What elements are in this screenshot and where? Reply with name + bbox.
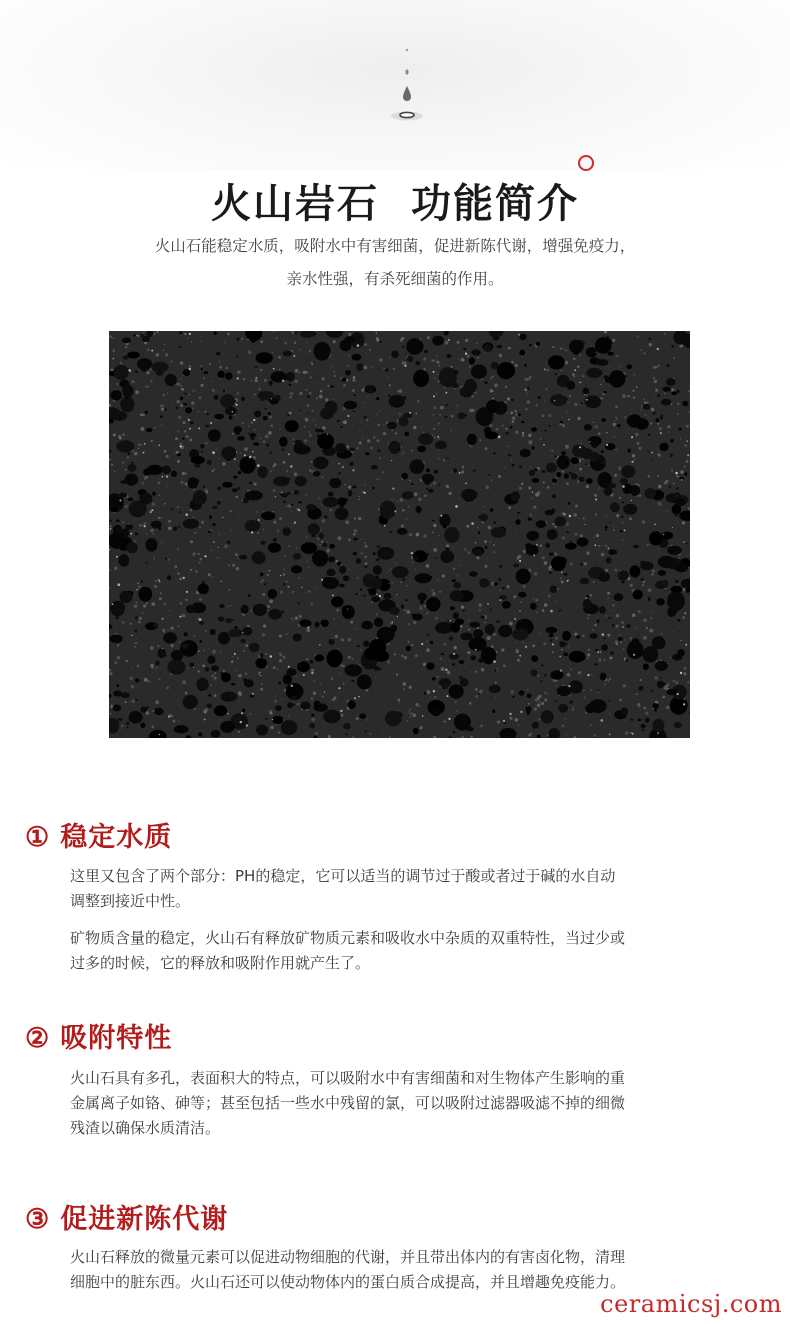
text-line: 火山石释放的微量元素可以促进动物细胞的代谢，并且带出体内的有害卤化物，清理 xyxy=(70,1248,626,1266)
section-1-paragraph-1 xyxy=(70,864,740,914)
intro-line-2: 亲水性强，有杀死细菌的作用。 xyxy=(286,270,504,288)
text-line: 这里又包含了两个部分：PH的稳定，它可以适当的调节过于酸或者过于碱的水自动 xyxy=(70,867,616,885)
section-heading-1: 稳定水质 xyxy=(60,822,173,853)
section-number-2: ② xyxy=(25,1023,51,1054)
section-number-3: ③ xyxy=(25,1204,51,1235)
section-heading-3: 促进新陈代谢 xyxy=(60,1204,229,1235)
title-part-1: 火山岩石 xyxy=(211,180,379,227)
watermark: ceramicsj.com xyxy=(600,1290,782,1318)
page-title xyxy=(0,172,790,229)
text-line: 调整到接近中性。 xyxy=(70,892,191,910)
water-drop-icon xyxy=(0,0,790,140)
section-1-paragraph-2 xyxy=(70,926,740,976)
section-heading-2: 吸附特性 xyxy=(60,1023,173,1054)
text-line: 金属离子如铬、砷等；甚至包括一些水中残留的氯，可以吸附过滤器吸滤不掉的细微 xyxy=(70,1094,626,1112)
section-3-paragraph-1 xyxy=(70,1245,740,1295)
section-number-1: ① xyxy=(25,822,51,853)
intro-line-1: 火山石能稳定水质，吸附水中有害细菌，促进新陈代谢，增强免疫力， xyxy=(154,237,636,255)
text-line: 过多的时候，它的释放和吸附作用就产生了。 xyxy=(70,954,371,972)
section-title-3 xyxy=(25,1197,228,1236)
text-line: 火山石具有多孔，表面积大的特点，可以吸附水中有害细菌和对生物体产生影响的重 xyxy=(70,1069,626,1087)
section-title-1 xyxy=(25,815,172,854)
volcanic-rock-image xyxy=(109,331,690,738)
section-2-paragraph-1 xyxy=(70,1066,740,1141)
text-line: 矿物质含量的稳定，火山石有释放矿物质元素和吸收水中杂质的双重特性，当过少或 xyxy=(70,929,626,947)
red-circle-icon xyxy=(578,155,594,171)
title-part-2: 功能简介 xyxy=(411,180,579,227)
section-title-2 xyxy=(25,1016,172,1055)
text-line: 细胞中的脏东西。火山石还可以使动物体内的蛋白质合成提高，并且增趣免疫能力。 xyxy=(70,1273,626,1291)
text-line: 残渣以确保水质清洁。 xyxy=(70,1119,221,1137)
